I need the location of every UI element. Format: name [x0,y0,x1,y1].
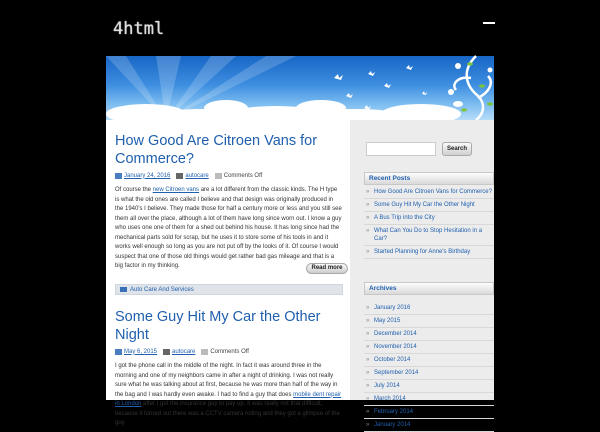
post-author-link[interactable]: autocare [185,172,209,179]
post-excerpt [115,362,343,429]
folder-icon [120,287,127,292]
calendar-icon [115,173,122,179]
excerpt-text: I got the phone call in the middle of the night. In fact it was around three in the morning and one of my neighbors came in after a night of drinking. I was not really sure what he was talking about at first, because he was more than half of the way in the bag and I was hardly even awake. I had to find a guy that does [115,363,338,398]
main-column [106,120,350,426]
excerpt-text: after I got the insurance guy to pay up. It was really not that difficult, because it turned out there was a CCTV camera rolling and they got a glimpse of the guy [115,401,340,426]
recent-posts-list [364,186,494,259]
header-rule [483,22,495,24]
recent-post-link[interactable]: » Started Planning for Anne's Birthday [364,246,494,259]
archive-link[interactable]: » November 2014 [364,341,494,354]
read-more-button[interactable]: Read more [306,263,348,274]
post-title[interactable]: How Good Are Citroen Vans for Commerce? [115,133,318,167]
post-date-link[interactable]: May 6, 2015 [124,348,158,355]
post-meta [115,171,343,180]
archive-link[interactable]: » July 2014 [364,380,494,393]
banner-illustration [106,56,494,120]
excerpt-text: are a lot different from the classic kinds. The H type is what the old ones are called I believe and that design was originally produced in the 1940's I believe. They made those for half a century more or less and you still see them all over the place, although a lot of them have long since worn out. I know a guy who uses one one of them for a shed out behind his house. It has long since had the mechanical parts sold for scrap, but he uses it to store some of his tools in and it works well enough so long as you are not put off by the looks of it. Of course I would suspect that one of those old things would get rather bad gas mileage and that is a big factor in my thinking. [115,187,342,269]
category-link[interactable]: Auto Care And Services [130,286,194,293]
author-icon [176,173,183,179]
post-inline-link[interactable]: mobile dent repair in London [115,391,342,407]
archive-link[interactable]: » May 2015 [364,315,494,328]
post-excerpt [115,186,343,272]
post-inline-link[interactable]: new Citroen vans [152,187,200,193]
post-author-link[interactable]: autocare [172,348,196,355]
comments-icon [201,349,208,355]
comments-icon [215,173,222,179]
recent-post-link[interactable]: » Some Guy Hit My Car the Other Night [364,199,494,212]
archive-link[interactable]: » September 2014 [364,367,494,380]
archive-link[interactable]: » October 2014 [364,354,494,367]
recent-post-link[interactable]: » A Bus Trip into the City [364,212,494,225]
post-comments: Comments Off [223,172,263,179]
search-input[interactable] [366,142,436,156]
author-icon [163,349,170,355]
recent-post-link[interactable]: » What Can You Do to Stop Hesitation in a Car? [364,225,494,246]
header-banner [106,56,494,120]
post-2 [115,308,343,429]
post-title[interactable]: Some Guy Hit My Car the Other Night [115,309,321,343]
archive-link[interactable]: » December 2014 [364,328,494,341]
post-date-link[interactable]: January 24, 2016 [124,172,171,179]
archives-heading: Archives [364,282,494,295]
post-1 [115,132,343,272]
recent-post-link[interactable]: » How Good Are Citroen Vans for Commerce? [364,186,494,199]
archive-link[interactable]: » March 2014 [364,393,494,406]
category-bar [115,284,343,295]
archives-list [364,302,494,432]
archive-link[interactable]: » February 2014 [364,406,494,419]
search-button[interactable]: Search [442,142,472,156]
site-title[interactable]: 4html [113,19,165,39]
post-comments: Comments Off [210,348,249,355]
calendar-icon [115,349,122,355]
sidebar [358,120,494,428]
recent-posts-heading: Recent Posts [364,172,494,185]
post-meta [115,347,343,356]
archive-link[interactable]: » January 2016 [364,302,494,315]
excerpt-text: Of course the [115,187,153,193]
content-area [106,120,494,428]
archive-link[interactable]: » January 2014 [364,419,494,432]
